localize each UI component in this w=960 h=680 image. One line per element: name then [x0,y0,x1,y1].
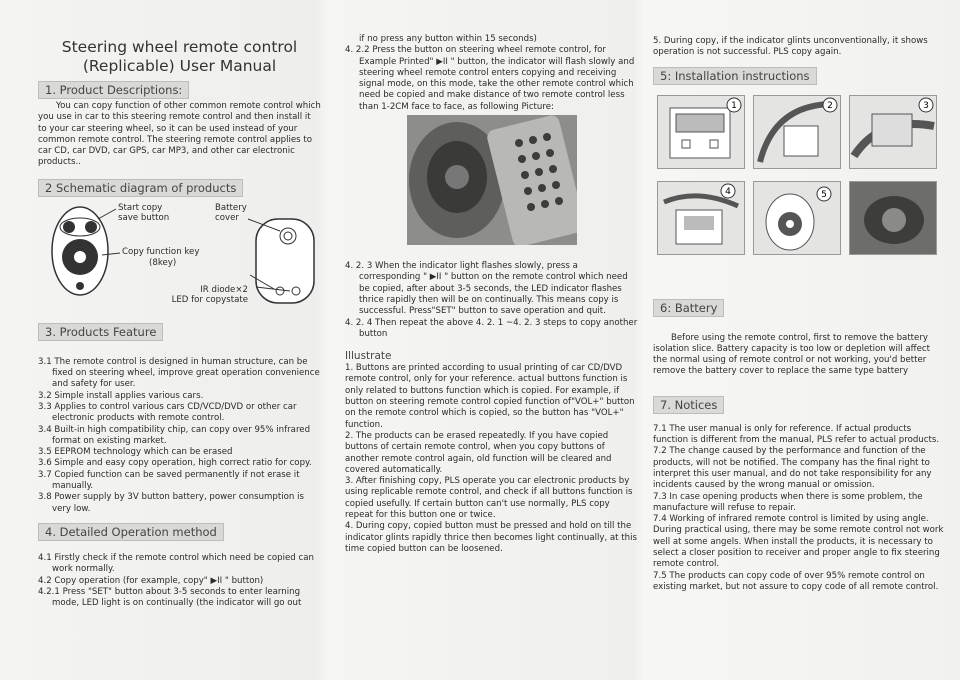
section-heading-features: 3. Products Feature [38,323,163,341]
feature-item: 3.7 Copied function can be saved permanently if not erase it manually. [38,469,300,492]
install-step-2-image [754,96,840,168]
feature-item: 3.3 Applies to control various cars CD/VCD/DVD or other car electronic products with remote control. [38,401,297,424]
install-step-1-image [658,96,744,168]
section-heading-operation: 4. Detailed Operation method [38,523,224,541]
install-step-5-image [754,182,840,254]
label-ir-led: IR diode×2 LED for copystate [171,284,248,305]
install-step-number: 4 [725,186,731,197]
install-step-3 [849,95,937,169]
feature-item: 3.2 Simple install applies various cars. [38,390,204,401]
label-copy-function: Copy function key (8key) [122,246,200,268]
notices-list [653,424,946,593]
notice-item: 7.1 The user manual is only for reference. If actual products function is different from the manual, PLS refer to actual products. [653,423,940,446]
notice-item: 7.3 In case opening products when there is some problem, the manufacture will refuse to repair. [653,491,923,513]
product-description-text: You can copy function of other common remote control which you use in car to this steering remote control and then install it to your car steering wheel, so it can be used instead of your common remote control. The steering remote control applies to car CD, car DVD, car GPS, car MP3, and other car electronic products.. [38,101,321,168]
install-step-4 [657,181,745,255]
section-heading-notices: 7. Notices [653,396,724,414]
feature-item: 3.5 EEPROM technology which can be erased [38,447,233,458]
install-step-number: 1 [731,100,737,111]
label-battery-cover: Battery cover [215,202,247,223]
column-right [647,0,960,680]
section-heading-descriptions: 1. Product Descriptions: [38,81,189,99]
illustrate-item: 4. During copy, copied button must be pressed and hold on till the indicator glints rapidly thrice then becomes light continually, at this time copied button can be loosened. [345,521,637,554]
feature-item: 3.8 Power supply by 3V button battery, power consumption is very low. [38,492,304,514]
notice-item: 7.4 Working of infrared remote control is limited by using angle. During practical using, there may be some remote control not work well at some angels. When install the products, it is necessary to select a closer position to receiver and proper angle to fix steering remote control. [653,514,944,570]
install-step-5 [753,181,841,255]
copy-operation-photo [407,115,577,245]
feature-item: 3.1 The remote control is designed in human structure, can be fixed on steering wheel, improve great operation convenience and safety for user. [38,356,320,390]
title-line-1: Steering wheel remote control [61,38,298,56]
feature-item: 3.6 Simple and easy copy operation, high correct ratio for copy. [38,458,312,469]
operation-item: 4.2.1 Press "SET" button about 3-5 seconds to enter learning mode, LED light is on continually (the indicator will go out [38,586,302,609]
install-step-6 [849,181,937,255]
operation-item: 4.2 Copy operation (for example, copy" ▶II " button) [38,575,264,586]
operation-step-422: 4. 2.2 Press the button on steering wheel remote control, for Example Printed" ▶II " button, the indicator will flash slowly and steering wheel remote control enters copying and receiving signal mode, on this mode, take the other remote control which need be copied and make distance of two remote control less than 1-2CM face to face, as following Picture: [345,45,635,112]
illustrate-item: 2. The products can be erased repeatedly. If you have copied buttons of certain remote control, when you copy buttons of another remote control again, old function will be cleared and covered automatically. [345,430,612,475]
section-heading-schematic: 2 Schematic diagram of products [38,179,243,197]
operation-list [38,553,321,609]
manual-title [38,38,321,76]
operation-continued-text: if no press any button within 15 seconds) [359,34,537,44]
illustrate-item: 1. Buttons are printed according to usual printing of car CD/DVD remote control, only for your reference. actual buttons function is only related to buttons function which is copied. For example, if button on steering remote control copied function of"VOL+" button on the remote control which is copied, so the button has "VOL+" function. [345,363,635,430]
notice-item: 7.5 The products can copy code of over 95% remote control on existing market, but not assure to copy code of all remote control. [653,570,939,592]
section-heading-battery: 6: Battery [653,299,724,317]
schematic-diagram [38,199,321,317]
column-left [0,0,335,680]
column-middle [335,0,647,680]
illustrate-item-5: 5. During copy, if the indicator glints unconventionally, it shows operation is not successful. PLS copy again. [653,36,928,58]
install-step-number: 2 [827,100,833,111]
install-step-number: 5 [821,189,827,200]
notice-item: 7.2 The change caused by the performance and function of the products, will not be notified. The company has the final right to interpret this user manual, and do not take responsibility for any incidents caused by the wrong manual or omission. [653,446,932,491]
install-step-number: 3 [923,100,929,111]
remotes-face-to-face-image [407,115,577,245]
installed-remote-photo [850,182,936,254]
illustrate-heading: Illustrate [345,350,392,363]
install-step-2 [753,95,841,169]
install-step-4-image [658,182,744,254]
install-step-3-image [850,96,936,168]
feature-item: 3.4 Built-in high compatibility chip, can copy over 95% infrared format on existing market. [38,424,311,446]
features-list [38,357,321,515]
label-start-copy: Start copy save button [118,202,170,223]
battery-text: Before using the remote control, first to remove the battery isolation slice. Battery capacity is too low or depletion will affect the normal using of remote control or not working, you'd better remove the battery cover to replace the same type battery [653,332,930,377]
operation-step-423: 4. 2. 3 When the indicator light flashes slowly, press a corresponding " ▶II " button on the remote control which need be copied, after about 3-5 seconds, the LED indicator flashes thrice rapidly then will be on continually. This means copy is successful. Press"SET" button to save operation and quit. [345,261,628,317]
operation-step-424: 4. 2. 4 Then repeat the above 4. 2. 1 ~4. 2. 3 steps to copy another button [345,317,638,339]
operation-item: 4.1 Firstly check if the remote control which need be copied can work normally. [38,552,314,575]
installation-steps-grid [653,91,943,259]
section-heading-installation: 5: Installation instructions [653,67,817,85]
illustrate-item: 3. After finishing copy, PLS operate you car electronic products by using replicable remote control, and check if all buttons function is copied usefully. If certain button can't use normally, PLS copy repeat for this button one or twice. [345,476,633,521]
install-step-1 [657,95,745,169]
title-line-2: (Replicable) User Manual [82,57,277,75]
